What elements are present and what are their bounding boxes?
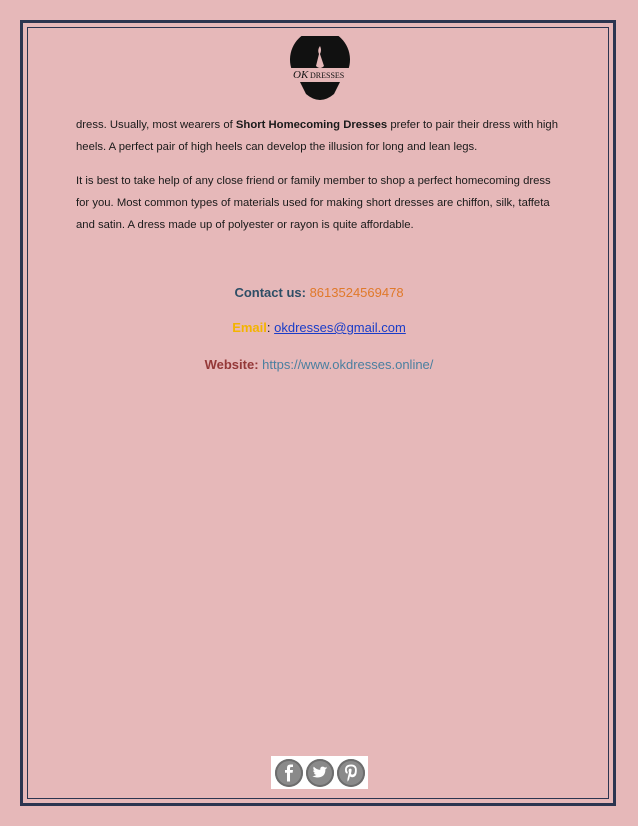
website-link[interactable]: https://www.okdresses.online/ [262,357,434,372]
website-line [0,357,638,372]
paragraph-heels [76,114,566,158]
paragraph-heels-start: dress. Usually, most wearers of [76,119,236,131]
contact-line [0,285,638,300]
paragraph-heels-end: prefer to pair their dress with high heels. A perfect pair of high heels can develop the illusion for long and lean legs. [76,119,558,153]
social-icons-bar [271,756,368,789]
logo-dresses-text: DRESSES [310,71,345,80]
short-homecoming-dresses-bold: Short Homecoming Dresses [235,119,388,131]
email-label: Email [232,320,267,335]
website-label: Website: [204,357,259,372]
paragraph-materials: It is best to take help of any close friend or family member to shop a perfect homecoming dress for you. Most common types of materials used for making short dresses are chiffon, silk, taffeta and satin. A dress made up of polyester or rayon is quite affordable. [76,175,551,231]
contact-label: Contact us: [234,285,306,300]
twitter-icon[interactable] [306,759,334,787]
logo-ok-text: OK [293,69,309,81]
ok-dresses-logo [284,36,356,104]
contact-phone[interactable]: 8613524569478 [309,285,404,300]
email-colon: : [266,320,271,335]
pinterest-icon[interactable] [337,759,365,787]
facebook-icon[interactable] [275,759,303,787]
email-link[interactable]: okdresses@gmail.com [274,320,406,335]
email-line [0,320,638,335]
